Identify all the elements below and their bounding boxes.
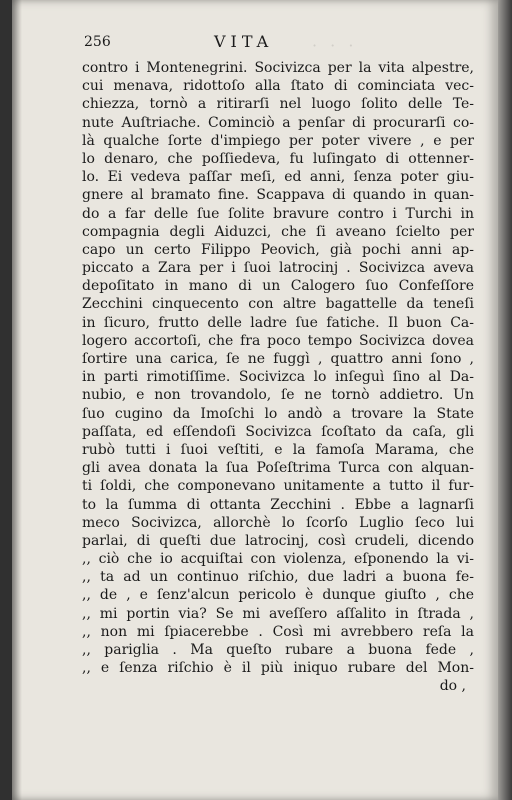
text-line: gnere al bramato fine. Scappava di quando in quan-	[82, 187, 474, 204]
text-line: ſortire una carica, ſe ne fuggì , quattro anni ſono ,	[82, 351, 474, 367]
text-line: ,, mi portin via? Se mi aveſſero aſſalito in ſtrada ,	[82, 605, 474, 622]
text-line: parlai, di queſti due latrocinj, così crudeli, dicendo	[82, 532, 474, 549]
text-line: do a far delle ſue ſolite bravure contro i Turchi in	[82, 205, 474, 222]
text-line: ſuo cugino da Imoſchi lo andò a trovare la State	[82, 405, 474, 422]
text-line: gli avea donata la ſua Poſeſtrima Turca con alquan-	[82, 460, 474, 477]
text-line: nubio, e non trovandolo, ſe ne tornò addietro. Un	[82, 387, 474, 404]
running-title: VITA	[214, 32, 274, 51]
body-text	[82, 59, 474, 696]
text-line: lo denaro, che poſſiedeva, fu luſingato di ottenner-	[82, 150, 474, 167]
text-line: ti ſoldi, che componevano unitamente a tutto il fur-	[82, 478, 474, 495]
text-line: ,, ta ad un continuo riſchio, due ladri a buona fe-	[82, 569, 474, 586]
text-line: Zecchini cinquecento con altre bagattelle da teneſi	[82, 296, 474, 313]
page-header	[64, 32, 484, 54]
text-line: ,, e ſenza riſchio è il più iniquo rubare del Mon-	[82, 660, 474, 677]
text-line: paſſata, ed eſſendoſi Socivizca ſcoſtato da caſa, gli	[82, 423, 474, 440]
text-line: to la ſumma di ottanta Zecchini . Ebbe a lagnarſi	[82, 496, 474, 513]
text-line: logero accortoſi, che fra poco tempo Socivizca dovea	[82, 332, 474, 349]
text-line: ,, ciò che io acquiſtai con violenza, eſponendo la vi-	[82, 551, 474, 568]
text-line: nute Auſtriache. Cominciò a penſar di procurarſi co-	[82, 114, 474, 131]
page-number: 256	[84, 34, 111, 50]
page-edge	[498, 0, 512, 800]
text-line: là qualche ſorte d'impiego per poter vivere , e per	[82, 132, 474, 149]
text-line: cui menava, ridottoſo alla ſtato di cominciata vec-	[82, 78, 474, 95]
text-line: meco Socivizca, allorchè lo ſcorſo Luglio ſeco lui	[82, 514, 474, 531]
book-page	[12, 0, 498, 800]
text-line: in parti rimotiſſime. Socivizca lo inſeguì ſino al Da-	[82, 369, 474, 386]
show-through-ink: · · ·	[312, 36, 358, 55]
text-line: depoſitato in mano di un Calogero ſuo Confeſſore	[82, 278, 474, 295]
text-line: capo un certo Filippo Peovich, già pochi anni ap-	[82, 241, 474, 258]
text-line: rubò tutti i ſuoi veſtiti, e la famoſa Marama, che	[82, 441, 474, 458]
text-line: contro i Montenegrini. Socivizca per la vita alpestre,	[82, 60, 474, 76]
gutter-shadow	[12, 0, 22, 800]
text-line: in ſicuro, frutto delle ladre ſue fatiche. Il buon Ca-	[82, 314, 474, 331]
text-line: lo. Ei vedeva paſſar meſi, ed anni, ſenza poter giu-	[82, 169, 474, 186]
text-line: chiezza, tornò a ritirarſi nel luogo ſolito delle Te-	[82, 96, 474, 113]
text-line-final: do ,	[439, 678, 466, 695]
text-line: compagnia degli Aiduzci, che ſi aveano ſcielto per	[82, 223, 474, 240]
text-line: ,, pariglia . Ma queſto rubare a buona fede ,	[82, 642, 474, 658]
text-line: ,, de , e ſenz'alcun pericolo è dunque giuſto , che	[82, 587, 474, 604]
text-line: piccato a Zara per i ſuoi latrocinj . Socivizca aveva	[82, 260, 474, 277]
text-line: ,, non mi ſpiacerebbe . Così mi avrebbero reſa la	[82, 623, 474, 640]
